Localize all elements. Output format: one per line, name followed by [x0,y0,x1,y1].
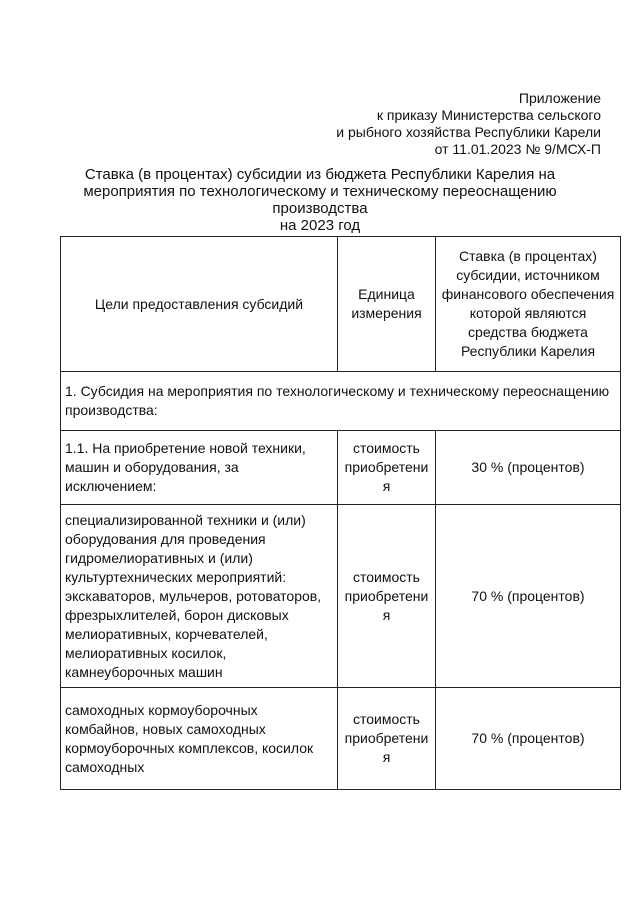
header-rate-line: Республики Карелия [460,343,596,359]
section-row [61,372,621,431]
header-rate-line: финансового обеспечения [441,286,615,302]
purpose-line: камнеуборочных машин [65,663,223,680]
rate-cell [436,688,621,790]
unit-line: стоимость [353,568,420,585]
header-purpose-text: Цели предоставления субсидий [94,295,304,312]
unit-line: приобретени [344,459,429,475]
purpose-cell [61,688,338,790]
rate-cell [436,431,621,505]
purpose-line: 1.1. На приобретение новой техники, [65,440,306,456]
header-rate-line: которой являются [469,305,587,321]
table-row [61,688,621,790]
rate-value: 30 % (процентов) [471,459,585,475]
purpose-cell [61,505,338,688]
rate-value: 70 % (процентов) [471,587,585,604]
appendix-line: и рыбного хозяйства Республики Карели [336,124,601,140]
header-rate-line: субсидии, источником [456,267,600,283]
rate-cell [436,505,621,688]
purpose-line: гидромелиоративных и (или) [65,549,253,566]
purpose-cell [61,431,338,505]
document-title [70,166,570,234]
purpose-line: оборудования для проведения [65,530,266,547]
section-line: 1. Субсидия на мероприятия по технологическому и техническому переоснащению [65,383,610,399]
section-line: производства: [65,402,158,418]
purpose-line: специализированной техники и (или) [65,511,306,528]
purpose-line: машин и оборудования, за исключением: [65,459,239,494]
unit-line: стоимость [353,440,420,456]
purpose-line: самоходных [65,758,145,775]
header-purpose [61,237,338,372]
purpose-line: комбайнов, новых самоходных [65,720,266,737]
unit-line: я [382,478,391,494]
table-row [61,505,621,688]
unit-cell [338,431,436,505]
header-rate-line: Ставка (в процентах) [459,248,597,264]
title-line: на 2023 год [279,217,361,234]
title-line: производства [272,200,368,217]
appendix-line: от 11.01.2023 № 9/МСХ-П [434,141,601,157]
subsidy-rate-table [60,236,621,790]
appendix-line: Приложение [518,90,601,106]
purpose-line: мелиоративных, корчевателей, [65,625,268,642]
purpose-line: мелиоративных косилок, [65,644,227,661]
unit-line: я [382,606,391,623]
table-row [61,431,621,505]
appendix-block [336,90,601,158]
section-cell [61,372,621,431]
unit-line: стоимость [353,711,420,727]
purpose-line: кормоуборочных комплексов, косилок [65,739,314,756]
unit-cell [338,688,436,790]
title-line: Ставка (в процентах) субсидии из бюджета Республики Карелия на [84,166,556,183]
unit-cell [338,505,436,688]
header-rate [436,237,621,372]
header-unit-line: измерения [351,305,422,321]
header-rate-line: средства бюджета [468,324,588,340]
unit-line: приобретени [344,730,429,746]
unit-line: я [382,749,391,765]
purpose-line: экскаваторов, мульчеров, ротоваторов, [65,587,322,604]
header-unit-line: Единица [358,286,415,302]
rate-value: 70 % (процентов) [471,730,585,746]
unit-line: приобретени [344,587,429,604]
purpose-line: самоходных кормоуборочных [65,701,258,718]
table-header-row [61,237,621,372]
purpose-line: культуртехнических мероприятий: [65,568,287,585]
header-unit [338,237,436,372]
appendix-line: к приказу Министерства сельского [376,107,601,123]
title-line: мероприятия по технологическому и техническому переоснащению [83,183,557,200]
purpose-line: фрезрыхлителей, борон дисковых [65,606,289,623]
